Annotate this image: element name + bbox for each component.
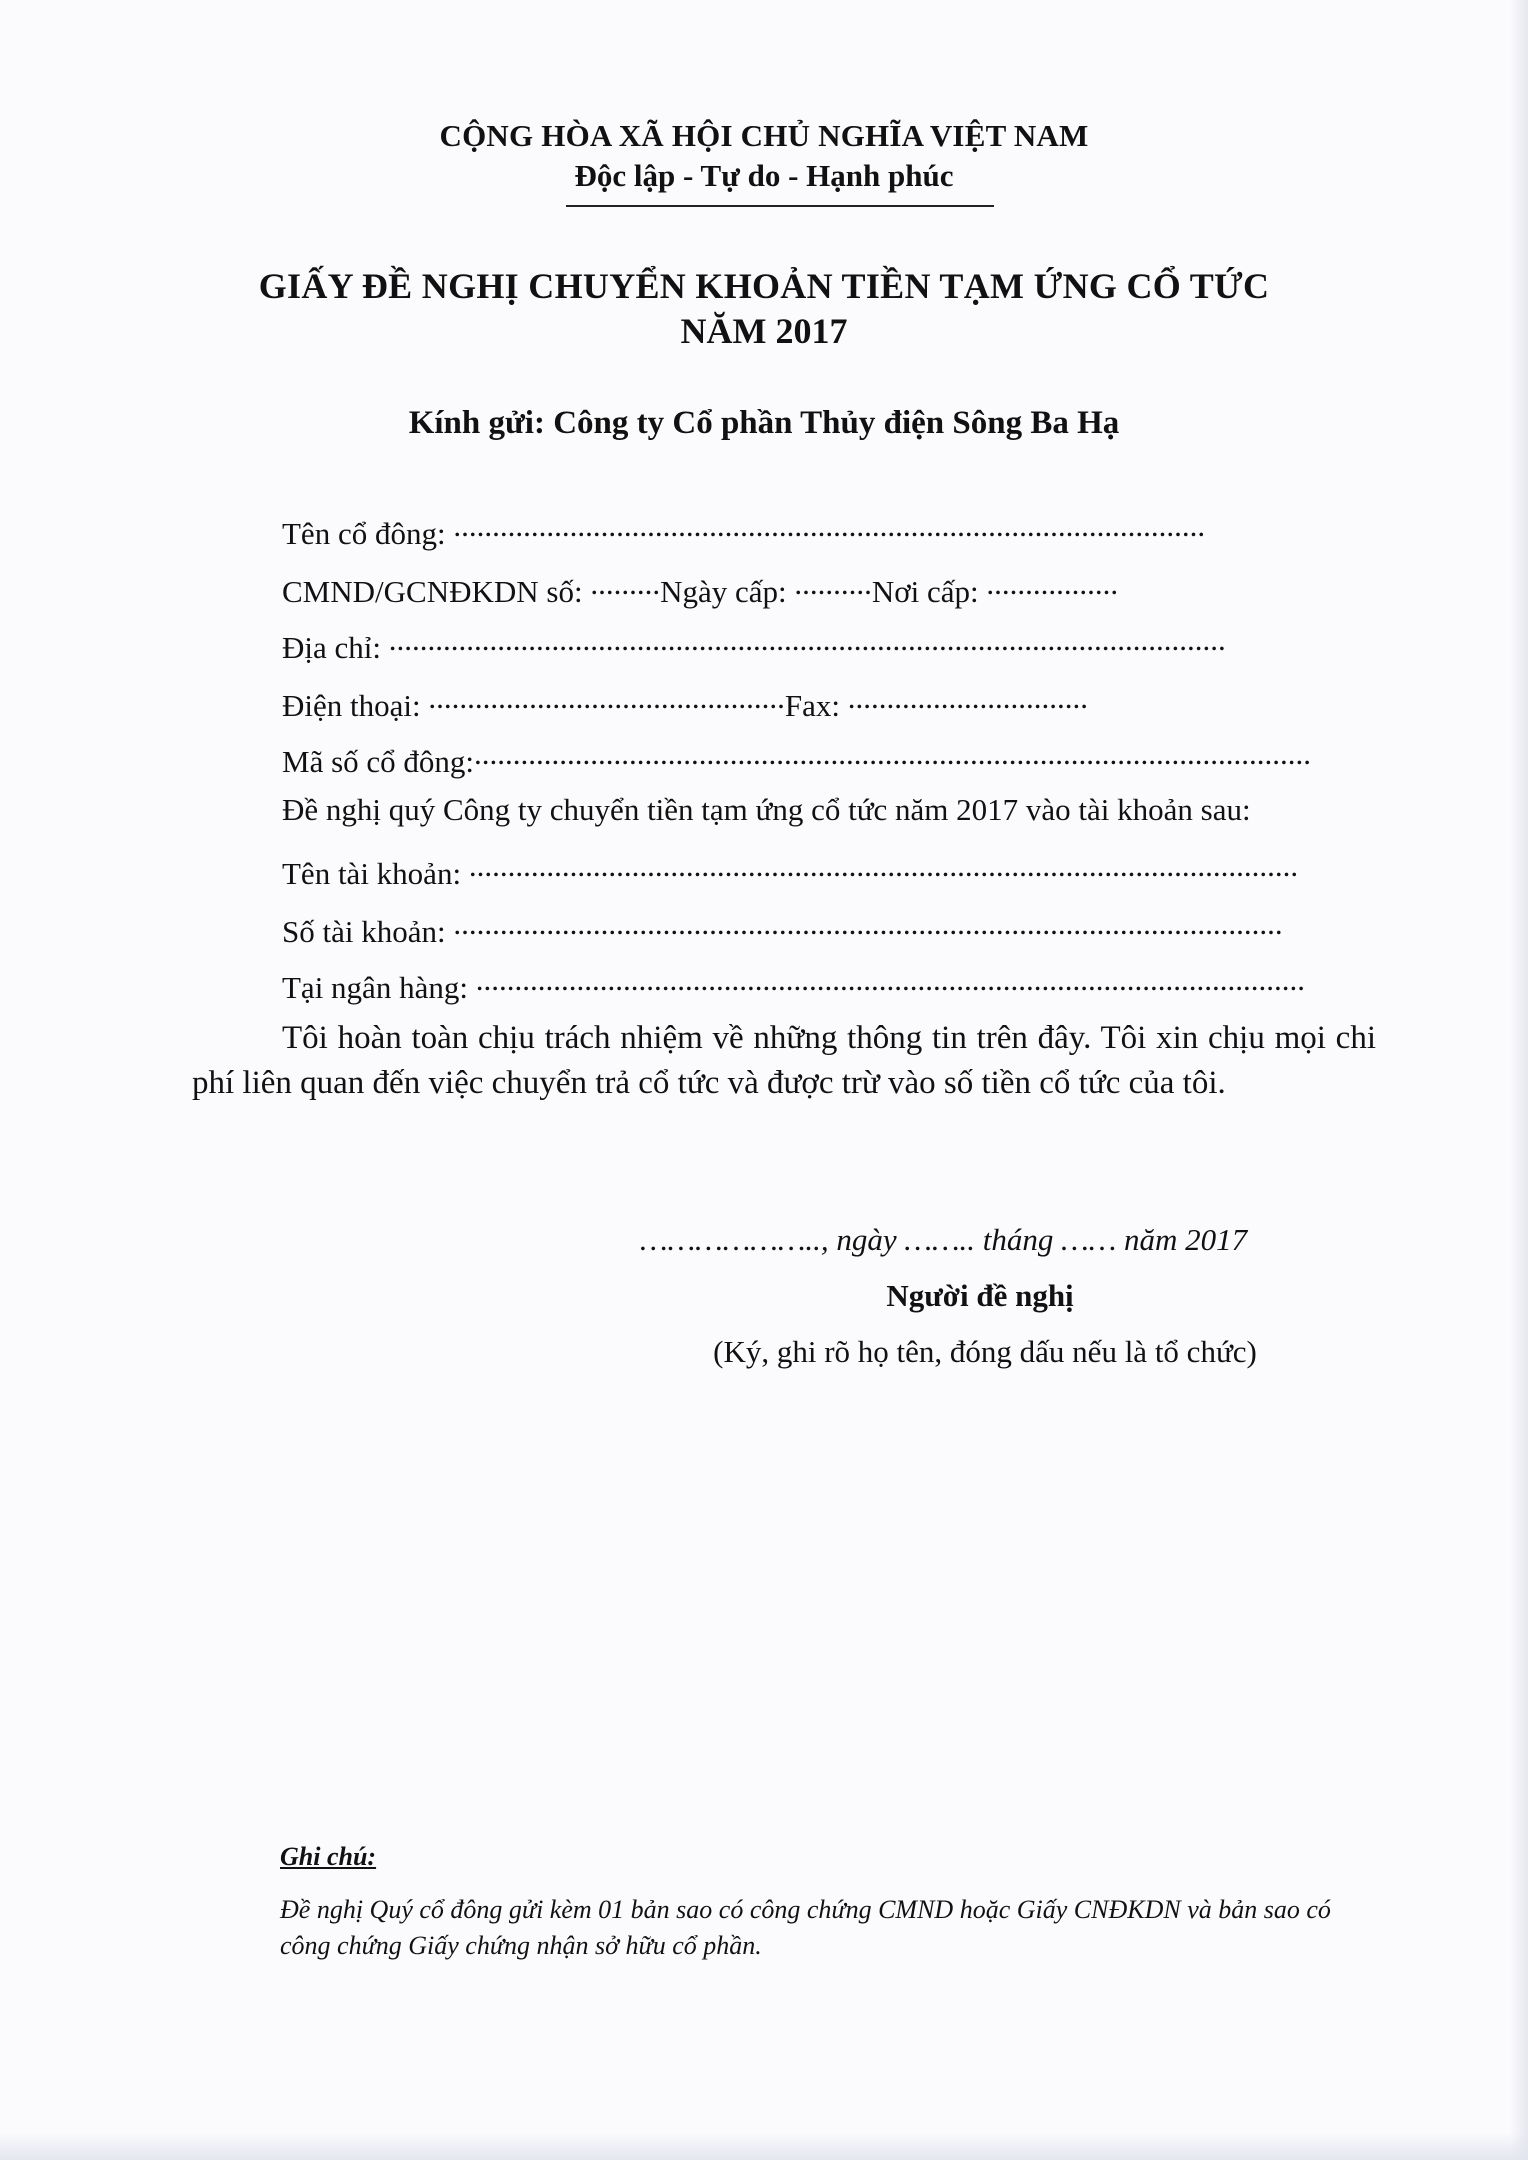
shareholder-code-blank[interactable]: ............................................................................................................	[474, 736, 1312, 771]
address-label: Địa chỉ:	[282, 630, 389, 665]
id-number-blank[interactable]: .........	[590, 566, 661, 601]
signature-instruction: (Ký, ghi rõ họ tên, đóng dấu nếu là tổ chức)	[713, 1334, 1257, 1369]
shareholder-name-field[interactable]	[282, 508, 1352, 552]
signer-title: Người đề nghị	[886, 1278, 1074, 1313]
account-number-field[interactable]	[282, 906, 1352, 950]
fax-label: Fax:	[784, 688, 848, 723]
contact-row	[282, 680, 1352, 724]
account-name-blank[interactable]: ...........................................................................................................	[468, 848, 1299, 883]
bank-label: Tại ngân hàng:	[282, 970, 476, 1005]
recipient-line: Kính gửi: Công ty Cổ phần Thủy điện Sông Ba Hạ	[408, 405, 1120, 441]
signature-date-line: ……………….., ngày …….. tháng …… năm 2017	[640, 1222, 1248, 1257]
shareholder-code-field[interactable]	[282, 736, 1352, 780]
shareholder-name-blank[interactable]: .................................................................................................	[453, 508, 1206, 543]
issue-place-blank[interactable]: .................	[986, 566, 1119, 601]
issue-date-label: Ngày cấp:	[660, 574, 795, 609]
issue-place-label: Nơi cấp:	[871, 574, 987, 609]
phone-label: Điện thoại:	[282, 688, 429, 723]
note-heading: Ghi chú:	[280, 1842, 377, 1871]
shareholder-code-label: Mã số cổ đông:	[282, 744, 475, 779]
bank-field[interactable]	[282, 962, 1352, 1006]
transfer-request-text: Đề nghị quý Công ty chuyển tiền tạm ứng cổ tức năm 2017 vào tài khoản sau:	[282, 792, 1251, 827]
account-name-label: Tên tài khoản:	[282, 856, 469, 891]
fax-blank[interactable]: ...............................	[847, 680, 1088, 715]
scan-shadow-edge	[1510, 0, 1528, 2160]
id-row	[282, 566, 1352, 610]
scan-shadow-bottom	[0, 2132, 1528, 2160]
national-motto: Độc lập - Tự do - Hạnh phúc	[574, 158, 954, 193]
address-blank[interactable]: ............................................................................................................	[388, 622, 1226, 657]
document-title-year: NĂM 2017	[680, 311, 848, 351]
id-number-label: CMND/GCNĐKDN số:	[282, 574, 591, 609]
account-number-blank[interactable]: ...........................................................................................................	[453, 906, 1283, 941]
issue-date-blank[interactable]: ..........	[794, 566, 872, 601]
phone-blank[interactable]: ..............................................	[428, 680, 785, 715]
address-field[interactable]	[282, 622, 1352, 666]
note-body: Đề nghị Quý cổ đông gửi kèm 01 bản sao có công chứng CMND hoặc Giấy CNĐKDN và bản sao có công chứng Giấy chứng nhận sở hữu cổ phần.	[280, 1895, 1331, 1960]
commitment-paragraph: Tôi hoàn toàn chịu trách nhiệm về những thông tin trên đây. Tôi xin chịu mọi chi phí liên quan đến việc chuyển trả cổ tức và được trừ vào số tiền cổ tức của tôi.	[192, 1020, 1376, 1101]
account-name-field[interactable]	[282, 848, 1352, 892]
motto-underline	[566, 205, 994, 207]
national-header: CỘNG HÒA XÃ HỘI CHỦ NGHĨA VIỆT NAM	[439, 118, 1089, 153]
account-number-label: Số tài khoản:	[282, 914, 454, 949]
shareholder-name-label: Tên cổ đông:	[282, 516, 454, 551]
document-title: GIẤY ĐỀ NGHỊ CHUYỂN KHOẢN TIỀN TẠM ỨNG CỔ TỨC	[258, 266, 1270, 306]
bank-blank[interactable]: ...........................................................................................................	[475, 962, 1305, 997]
